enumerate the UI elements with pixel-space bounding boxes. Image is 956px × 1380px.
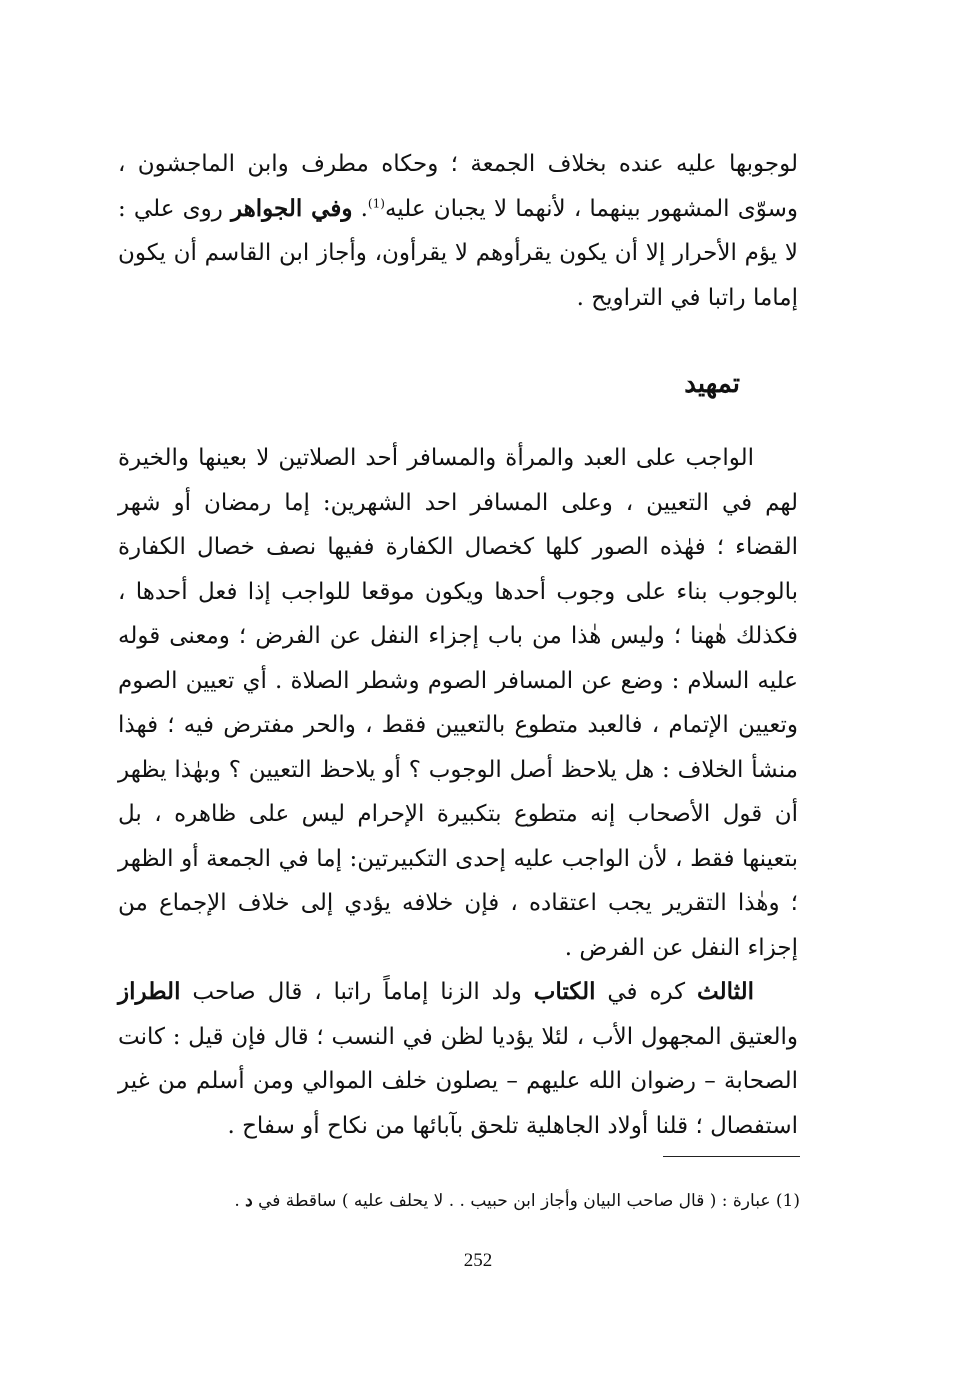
body-paragraph: الواجب على العبد والمرأة والمسافر أحد الصلاتين لا بعينها والخيرة لهم في التعيين ، وعلى المسافر احد الشهرين: إما رمضان أو شهر القضاء ؛ فهٰذه الصور كلها كخصال الكفارة ففيها نصف خصال الكفارة بالوجوب بناء على وجوب أحدها ويكون موقعا للواجب إذا فعل أحدها ، فكذلك هٰهنا ؛ وليس هٰذا من باب إجزاء النفل عن الفرض ؛ ومعنى قوله عليه السلام : وضع عن المسافر الصوم وشطر الصلاة . أي تعيين الصوم وتعيين الإتمام ، فالعبد متطوع بالتعيين فقط ، والحر مفترض فيه ؛ فهذا منشأ الخلاف : هل يلاحظ أصل الوجوب ؟ أو يلاحظ التعيين ؟ وبهٰذا يظهر أن قول الأصحاب إنه متطوع بتكبيرة الإحرام ليس على ظاهره ، بل بتعينها فقط ، لأن الواجب عليه إحدى التكبيرتين: إما في الجمعة أو الظهر ؛ وهٰذا التقرير يجب اعتقاده ، فإن خلافه يؤدي إلى خلاف الإجماع من إجزاء النفل عن الفرض . — [118, 445, 798, 961]
top-paragraph-text-2: . — [352, 195, 368, 222]
third-point-lead: الثالث — [697, 978, 754, 1005]
third-paragraph-text-3: والعتيق المجهول الأب ، لئلا يؤديا لظن في النسب ؛ قال فإن قيل : كانت الصحابة – رضوان الله عليهم – يصلون خلف الموالي ومن أسلم من غير استفصال ؛ قلنا أولاد الجاهلية تلحق بآبائها من نكاح أو سفاح . — [118, 1023, 798, 1139]
footnote-text: عبارة : ( قال صاحب البيان وأجاز ابن حبيب . . لا يحلف عليه ) ساقطة في — [252, 1191, 771, 1211]
third-point-paragraph — [118, 970, 798, 1148]
footnote-manuscript: د — [245, 1191, 253, 1211]
footnote-separator — [663, 1156, 800, 1157]
third-paragraph-text-1: كره في — [595, 979, 698, 1005]
footnote — [140, 1186, 800, 1216]
section-heading: تمهيد — [684, 369, 740, 399]
top-paragraph — [118, 142, 798, 320]
footnote-end: . — [234, 1191, 246, 1211]
top-paragraph-text-1: لوجوبها عليه عنده بخلاف الجمعة ؛ وحكاه مطرف وابن الماجشون ، وسوّى المشهور بينهما ، لأنهما لا يجبان عليه — [118, 151, 798, 222]
footnote-reference: (1) — [367, 195, 385, 210]
source-taraz: الطراز — [118, 978, 181, 1005]
main-body — [118, 436, 798, 1148]
third-paragraph-text-2: ولد الزنا إماماً راتبا ، قال صاحب — [180, 979, 534, 1005]
source-kitab: الكتاب — [533, 978, 596, 1005]
footnote-number: (1) — [775, 1191, 800, 1211]
top-paragraph-text-3: روى علي : لا يؤم الأحرار إلا أن يكون يقرأوهم لا يقرأون، وأجاز ابن القاسم أن يكون إماما راتبا في التراويح . — [118, 195, 798, 311]
page-number: 252 — [463, 1250, 493, 1271]
source-jawahir: وفي الجواهر — [230, 194, 353, 222]
